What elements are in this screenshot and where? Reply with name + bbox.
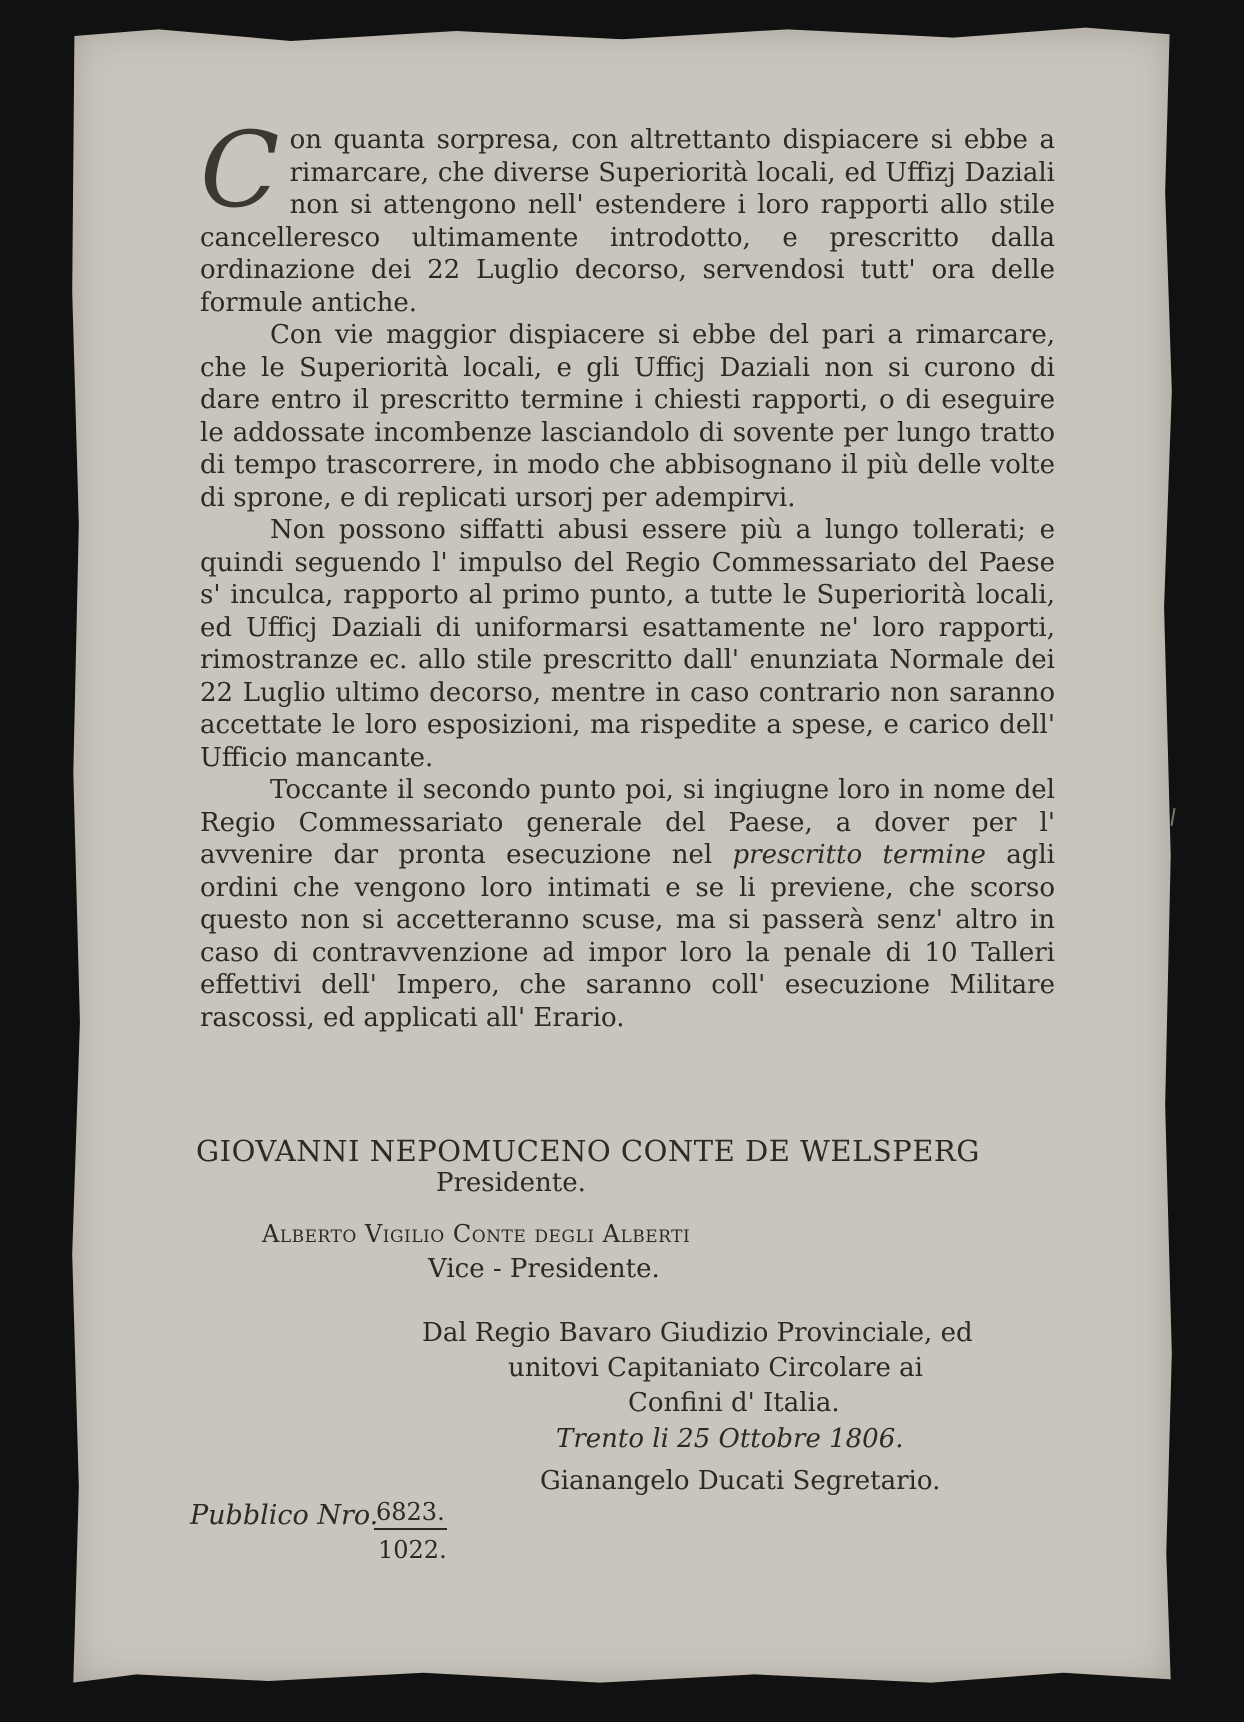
vice-president-role: Vice - Presidente.	[428, 1254, 660, 1284]
publication-label: Pubblico Nro.	[190, 1500, 379, 1531]
paragraph-1-text: on quanta sorpresa, con altrettanto dispiacere si ebbe a rimarcare, che diverse Superiorità locali, ed Uffizj Daziali non si attengono nell' estendere i loro rapporti allo stile cancelleresco ultimamente introdotto, e prescritto dalla ordinazione dei 22 Luglio decorso, servendosi tutt' ora delle formule antiche.	[200, 125, 1055, 318]
president-name: GIOVANNI NEPOMUCENO CONTE DE WELSPERG	[196, 1134, 980, 1168]
issue-date: Trento li 25 Ottobre 1806.	[556, 1424, 904, 1454]
issuer-line-1: Dal Regio Bavaro Giudizio Provinciale, ed	[422, 1318, 973, 1348]
publication-number: 6823.	[374, 1498, 447, 1530]
ink-mark	[1170, 808, 1175, 826]
vice-president-name: Alberto Vigilio Conte degli Alberti	[262, 1220, 691, 1248]
paragraph-2: Con vie maggior dispiacere si ebbe del pari a rimarcare, che le Superiorità locali, e gli Ufficj Daziali non si curono di dare entro il prescritto termine i chiesti rapporti, o di eseguire le addossate incombenze lasciandolo di sovente per lungo tratto di tempo trascorrere, in modo che abbisognano il più delle volte di sprone, e di replicati ursorj per adempirvi.	[200, 320, 1055, 513]
paragraph-3: Non possono siffatti abusi essere più a lungo tollerati; e quindi seguendo l' impulso del Regio Commessariato del Paese s' inculca, rapporto al primo punto, a tutte le Superiorità locali, ed Ufficj Daziali di uniformarsi esattamente ne' loro rapporti, rimostranze ec. allo stile prescritto dall' enunziata Normale dei 22 Luglio ultimo decorso, mentre in caso contrario non saranno accettate le loro esposizioni, ma rispedite a spese, e carico dell' Ufficio mancante.	[200, 515, 1055, 773]
secretary-signature: Gianangelo Ducati Segretario.	[540, 1466, 941, 1496]
paragraph-4	[200, 774, 1055, 1034]
paragraph-4-emphasis: prescritto termine	[732, 840, 986, 870]
proclamation-body	[200, 109, 1055, 1034]
president-role: Presidente.	[436, 1168, 586, 1198]
drop-cap: C	[200, 109, 280, 231]
paragraph-4-start: Toccante il secondo punto poi, si ingiugne loro in nome del Regio Commessariato generale del Paese, a dover per l' avvenire dar pronta esecuzione nel	[200, 775, 1055, 870]
issuer-line-2: unitovi Capitaniato Circolare ai	[508, 1353, 923, 1383]
paragraph-4-end: agli ordini che vengono loro intimati e se li previene, che scorso questo non si accetteranno scuse, ma si passerà senz' altro in caso di contravvenzione ad impor loro la penale di 10 Talleri effettivi dell' Impero, che saranno coll' esecuzione Militare rascossi, ed applicati all' Erario.	[200, 840, 1055, 1033]
paragraph-1	[200, 109, 1055, 319]
issuer-line-3: Confini d' Italia.	[628, 1388, 840, 1418]
publication-subnumber: 1022.	[378, 1536, 447, 1564]
